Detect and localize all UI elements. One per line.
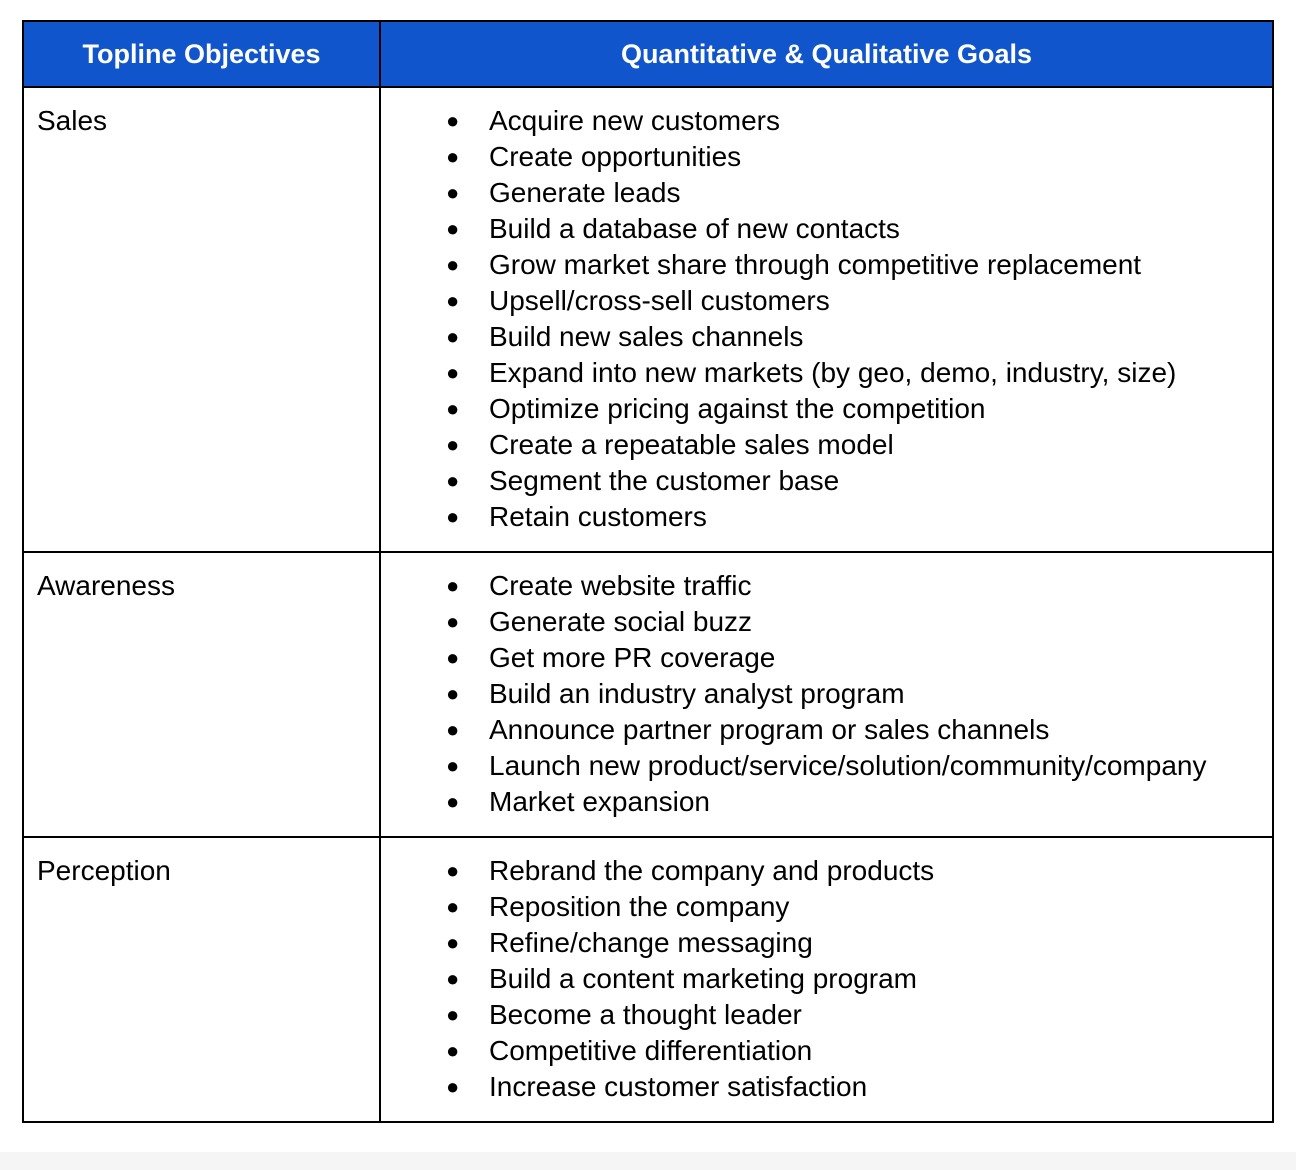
goal-list [381, 103, 1262, 535]
bullet-icon: ● [446, 645, 460, 670]
goal-list [381, 853, 1262, 1105]
goal-text: Reposition the company [489, 891, 790, 922]
goal-list-item [381, 784, 1262, 820]
goal-list-item [381, 604, 1262, 640]
goal-list-item [381, 676, 1262, 712]
goals-column-header: Quantitative & Qualitative Goals [380, 21, 1273, 87]
goals-cell [380, 837, 1273, 1122]
goal-text: Refine/change messaging [489, 927, 813, 958]
goal-list-item [381, 748, 1262, 784]
goal-text: Retain customers [489, 501, 707, 532]
goal-text: Upsell/cross-sell customers [489, 285, 830, 316]
goal-list-item [381, 712, 1262, 748]
bullet-icon: ● [446, 966, 460, 991]
goal-text: Market expansion [489, 786, 711, 817]
goal-text: Optimize pricing against the competition [489, 393, 986, 424]
bullet-icon: ● [446, 930, 460, 955]
goal-list-item [381, 211, 1262, 247]
goal-list-item [381, 427, 1262, 463]
goal-list-item [381, 319, 1262, 355]
bullet-icon: ● [446, 573, 460, 598]
bullet-icon: ● [446, 432, 460, 457]
goal-text: Get more PR coverage [489, 642, 776, 673]
goal-text: Grow market share through competitive replacement [489, 249, 1142, 280]
goal-text: Build a database of new contacts [489, 213, 900, 244]
goal-list-item [381, 889, 1262, 925]
goal-list-item [381, 355, 1262, 391]
goal-list-item [381, 247, 1262, 283]
bullet-icon: ● [446, 324, 460, 349]
goal-text: Acquire new customers [489, 105, 781, 136]
goal-text: Create a repeatable sales model [489, 429, 894, 460]
goal-text: Expand into new markets (by geo, demo, industry, size) [489, 357, 1177, 388]
table-row [23, 87, 1273, 552]
goal-text: Rebrand the company and products [489, 855, 935, 886]
goal-text: Build new sales channels [489, 321, 804, 352]
bullet-icon: ● [446, 789, 460, 814]
bullet-icon: ● [446, 252, 460, 277]
goal-text: Generate social buzz [489, 606, 753, 637]
bullet-icon: ● [446, 681, 460, 706]
bullet-icon: ● [446, 1074, 460, 1099]
bullet-icon: ● [446, 180, 460, 205]
objective-cell: Perception [23, 837, 380, 1122]
goals-cell [380, 552, 1273, 837]
goal-text: Build a content marketing program [489, 963, 917, 994]
goal-list-item [381, 139, 1262, 175]
table-row [23, 552, 1273, 837]
goal-list-item [381, 640, 1262, 676]
bullet-icon: ● [446, 396, 460, 421]
goal-text: Become a thought leader [489, 999, 802, 1030]
bullet-icon: ● [446, 894, 460, 919]
bullet-icon: ● [446, 288, 460, 313]
bullet-icon: ● [446, 717, 460, 742]
bullet-icon: ● [446, 858, 460, 883]
goal-list-item [381, 997, 1262, 1033]
goal-text: Create opportunities [489, 141, 742, 172]
goal-list-item [381, 175, 1262, 211]
bullet-icon: ● [446, 504, 460, 529]
table-body [23, 87, 1273, 1122]
header-row [23, 21, 1273, 87]
goal-text: Announce partner program or sales channels [489, 714, 1050, 745]
goal-list-item [381, 499, 1262, 535]
bullet-icon: ● [446, 468, 460, 493]
goal-text: Segment the customer base [489, 465, 840, 496]
goal-list-item [381, 1033, 1262, 1069]
objective-cell: Awareness [23, 552, 380, 837]
bullet-icon: ● [446, 1038, 460, 1063]
bullet-icon: ● [446, 753, 460, 778]
goal-list-item [381, 925, 1262, 961]
bullet-icon: ● [446, 1002, 460, 1027]
table-row [23, 837, 1273, 1122]
goal-text: Build an industry analyst program [489, 678, 905, 709]
goals-cell [380, 87, 1273, 552]
bullet-icon: ● [446, 108, 460, 133]
goal-list-item [381, 463, 1262, 499]
objectives-goals-table [22, 20, 1274, 1123]
bullet-icon: ● [446, 360, 460, 385]
goal-text: Generate leads [489, 177, 681, 208]
objective-cell: Sales [23, 87, 380, 552]
goal-list-item [381, 1069, 1262, 1105]
goal-list-item [381, 283, 1262, 319]
bullet-icon: ● [446, 609, 460, 634]
objectives-column-header: Topline Objectives [23, 21, 380, 87]
goal-list-item [381, 391, 1262, 427]
goal-list-item [381, 103, 1262, 139]
goal-text: Create website traffic [489, 570, 752, 601]
goal-text: Increase customer satisfaction [489, 1071, 868, 1102]
bullet-icon: ● [446, 144, 460, 169]
bullet-icon: ● [446, 216, 460, 241]
goal-list-item [381, 853, 1262, 889]
goal-text: Competitive differentiation [489, 1035, 813, 1066]
goal-list-item [381, 961, 1262, 997]
goal-text: Launch new product/service/solution/community/company [489, 750, 1207, 781]
goal-list-item [381, 568, 1262, 604]
goal-list [381, 568, 1262, 820]
